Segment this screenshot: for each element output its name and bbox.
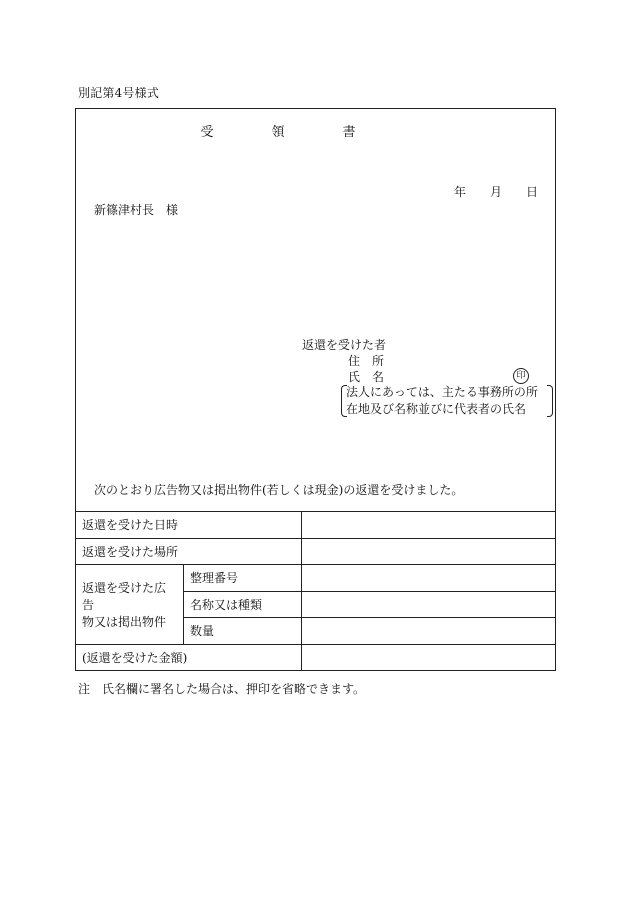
corporate-note-line1: 法人にあっては、主たる事務所の所 — [346, 385, 538, 399]
title-char-2: 領 — [271, 125, 285, 140]
recipient-block — [302, 337, 386, 385]
table-row — [76, 538, 556, 565]
date-year-label: 年 — [453, 185, 466, 199]
date-line — [454, 183, 538, 200]
reference-number-label: 整理番号 — [184, 565, 302, 592]
item-label-line2: 物又は掲出物件 — [82, 614, 167, 629]
statement: 次のとおり広告物又は掲出物件(若しくは現金)の返還を受けました。 — [94, 483, 464, 497]
table-row — [76, 512, 556, 539]
datetime-label: 返還を受けた日時 — [76, 512, 302, 539]
date-day-label: 日 — [525, 185, 538, 199]
form-frame — [75, 108, 556, 512]
amount-value-cell — [302, 644, 556, 671]
item-label — [76, 565, 184, 645]
quantity-value-cell — [302, 618, 556, 645]
table-row — [76, 565, 556, 592]
recipient-heading: 返還を受けた者 — [302, 338, 387, 352]
item-label-line1: 返還を受けた広告 — [82, 580, 167, 612]
name-or-type-label: 名称又は種類 — [184, 591, 302, 618]
title-char-3: 書 — [342, 125, 356, 140]
name-or-type-value-cell — [302, 591, 556, 618]
address-label: 住 所 — [348, 354, 385, 368]
place-label: 返還を受けた場所 — [76, 538, 302, 565]
corporate-note — [341, 384, 553, 418]
footnote: 注 氏名欄に署名した場合は、押印を省略できます。 — [78, 682, 366, 696]
amount-label: (返還を受けた金額) — [76, 644, 302, 671]
reference-number-value-cell — [302, 565, 556, 592]
name-label: 氏 名 — [348, 370, 385, 384]
quantity-label: 数量 — [184, 618, 302, 645]
return-details-table — [75, 511, 556, 671]
date-month-label: 月 — [489, 185, 502, 199]
corporate-note-line2: 在地及び名称並びに代表者の氏名 — [346, 402, 527, 416]
table-row — [76, 644, 556, 671]
place-value-cell — [302, 538, 556, 565]
form-number: 別記第4号様式 — [78, 86, 160, 100]
datetime-value-cell — [302, 512, 556, 539]
document-title — [75, 121, 481, 140]
name-row — [302, 369, 386, 385]
title-char-1: 受 — [200, 125, 214, 140]
seal-mark-icon: 印 — [513, 368, 529, 384]
addressee: 新篠津村長 様 — [94, 203, 179, 217]
